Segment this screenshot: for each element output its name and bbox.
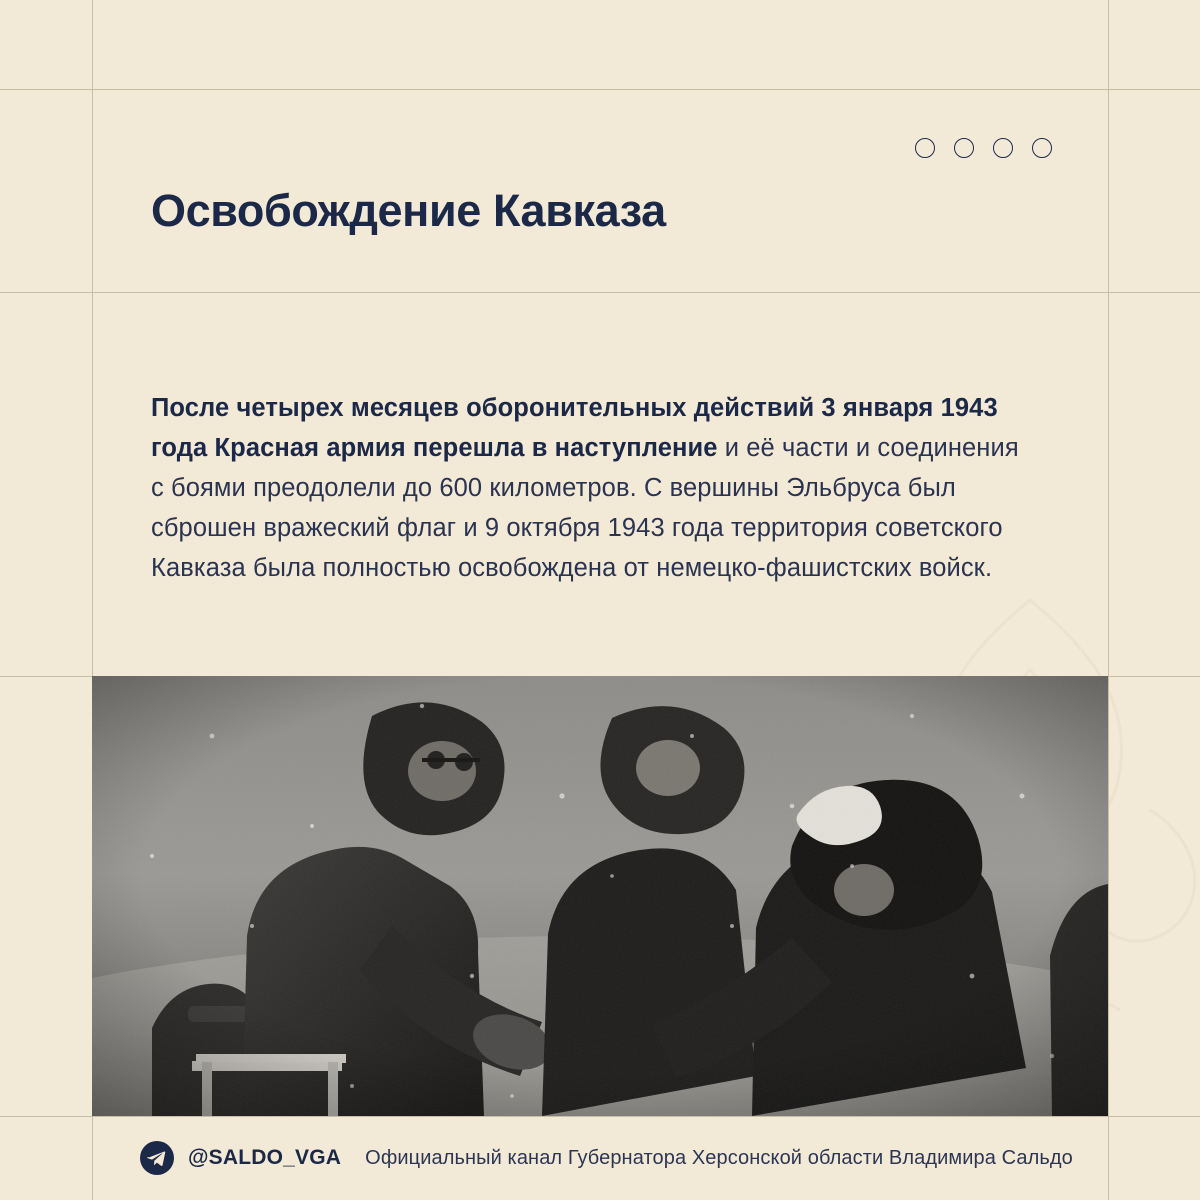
progress-dot-2[interactable] — [954, 138, 974, 158]
guide-line-horizontal-top — [0, 89, 1200, 90]
progress-dot-1[interactable] — [915, 138, 935, 158]
guide-line-horizontal-title — [0, 292, 1200, 293]
guide-line-vertical-right — [1108, 0, 1109, 1200]
progress-dot-3[interactable] — [993, 138, 1013, 158]
body-paragraph-rest: и её части и соединения с боями преодолели до 600 километров. С вершины Эльбруса был сброшен вражеский флаг и 9 октября 1943 года территория советского Кавказа была полностью освобождена от немецко-фашистских войск. — [151, 433, 1019, 582]
body-paragraph-emphasis: После четырех месяцев оборонительных действий 3 января 1943 года Красная армия перешла в наступление — [151, 393, 998, 462]
page-title: Освобождение Кавказа — [151, 185, 666, 237]
telegram-icon — [140, 1141, 174, 1175]
channel-description: Официальный канал Губернатора Херсонской области Владимира Сальдо — [365, 1146, 1073, 1169]
slide-progress-dots — [915, 138, 1052, 158]
channel-handle[interactable]: @SALDO_VGA — [188, 1146, 342, 1169]
footer — [0, 1116, 1200, 1200]
historical-photo — [92, 676, 1108, 1116]
body-paragraph — [151, 388, 1031, 588]
progress-dot-4[interactable] — [1032, 138, 1052, 158]
